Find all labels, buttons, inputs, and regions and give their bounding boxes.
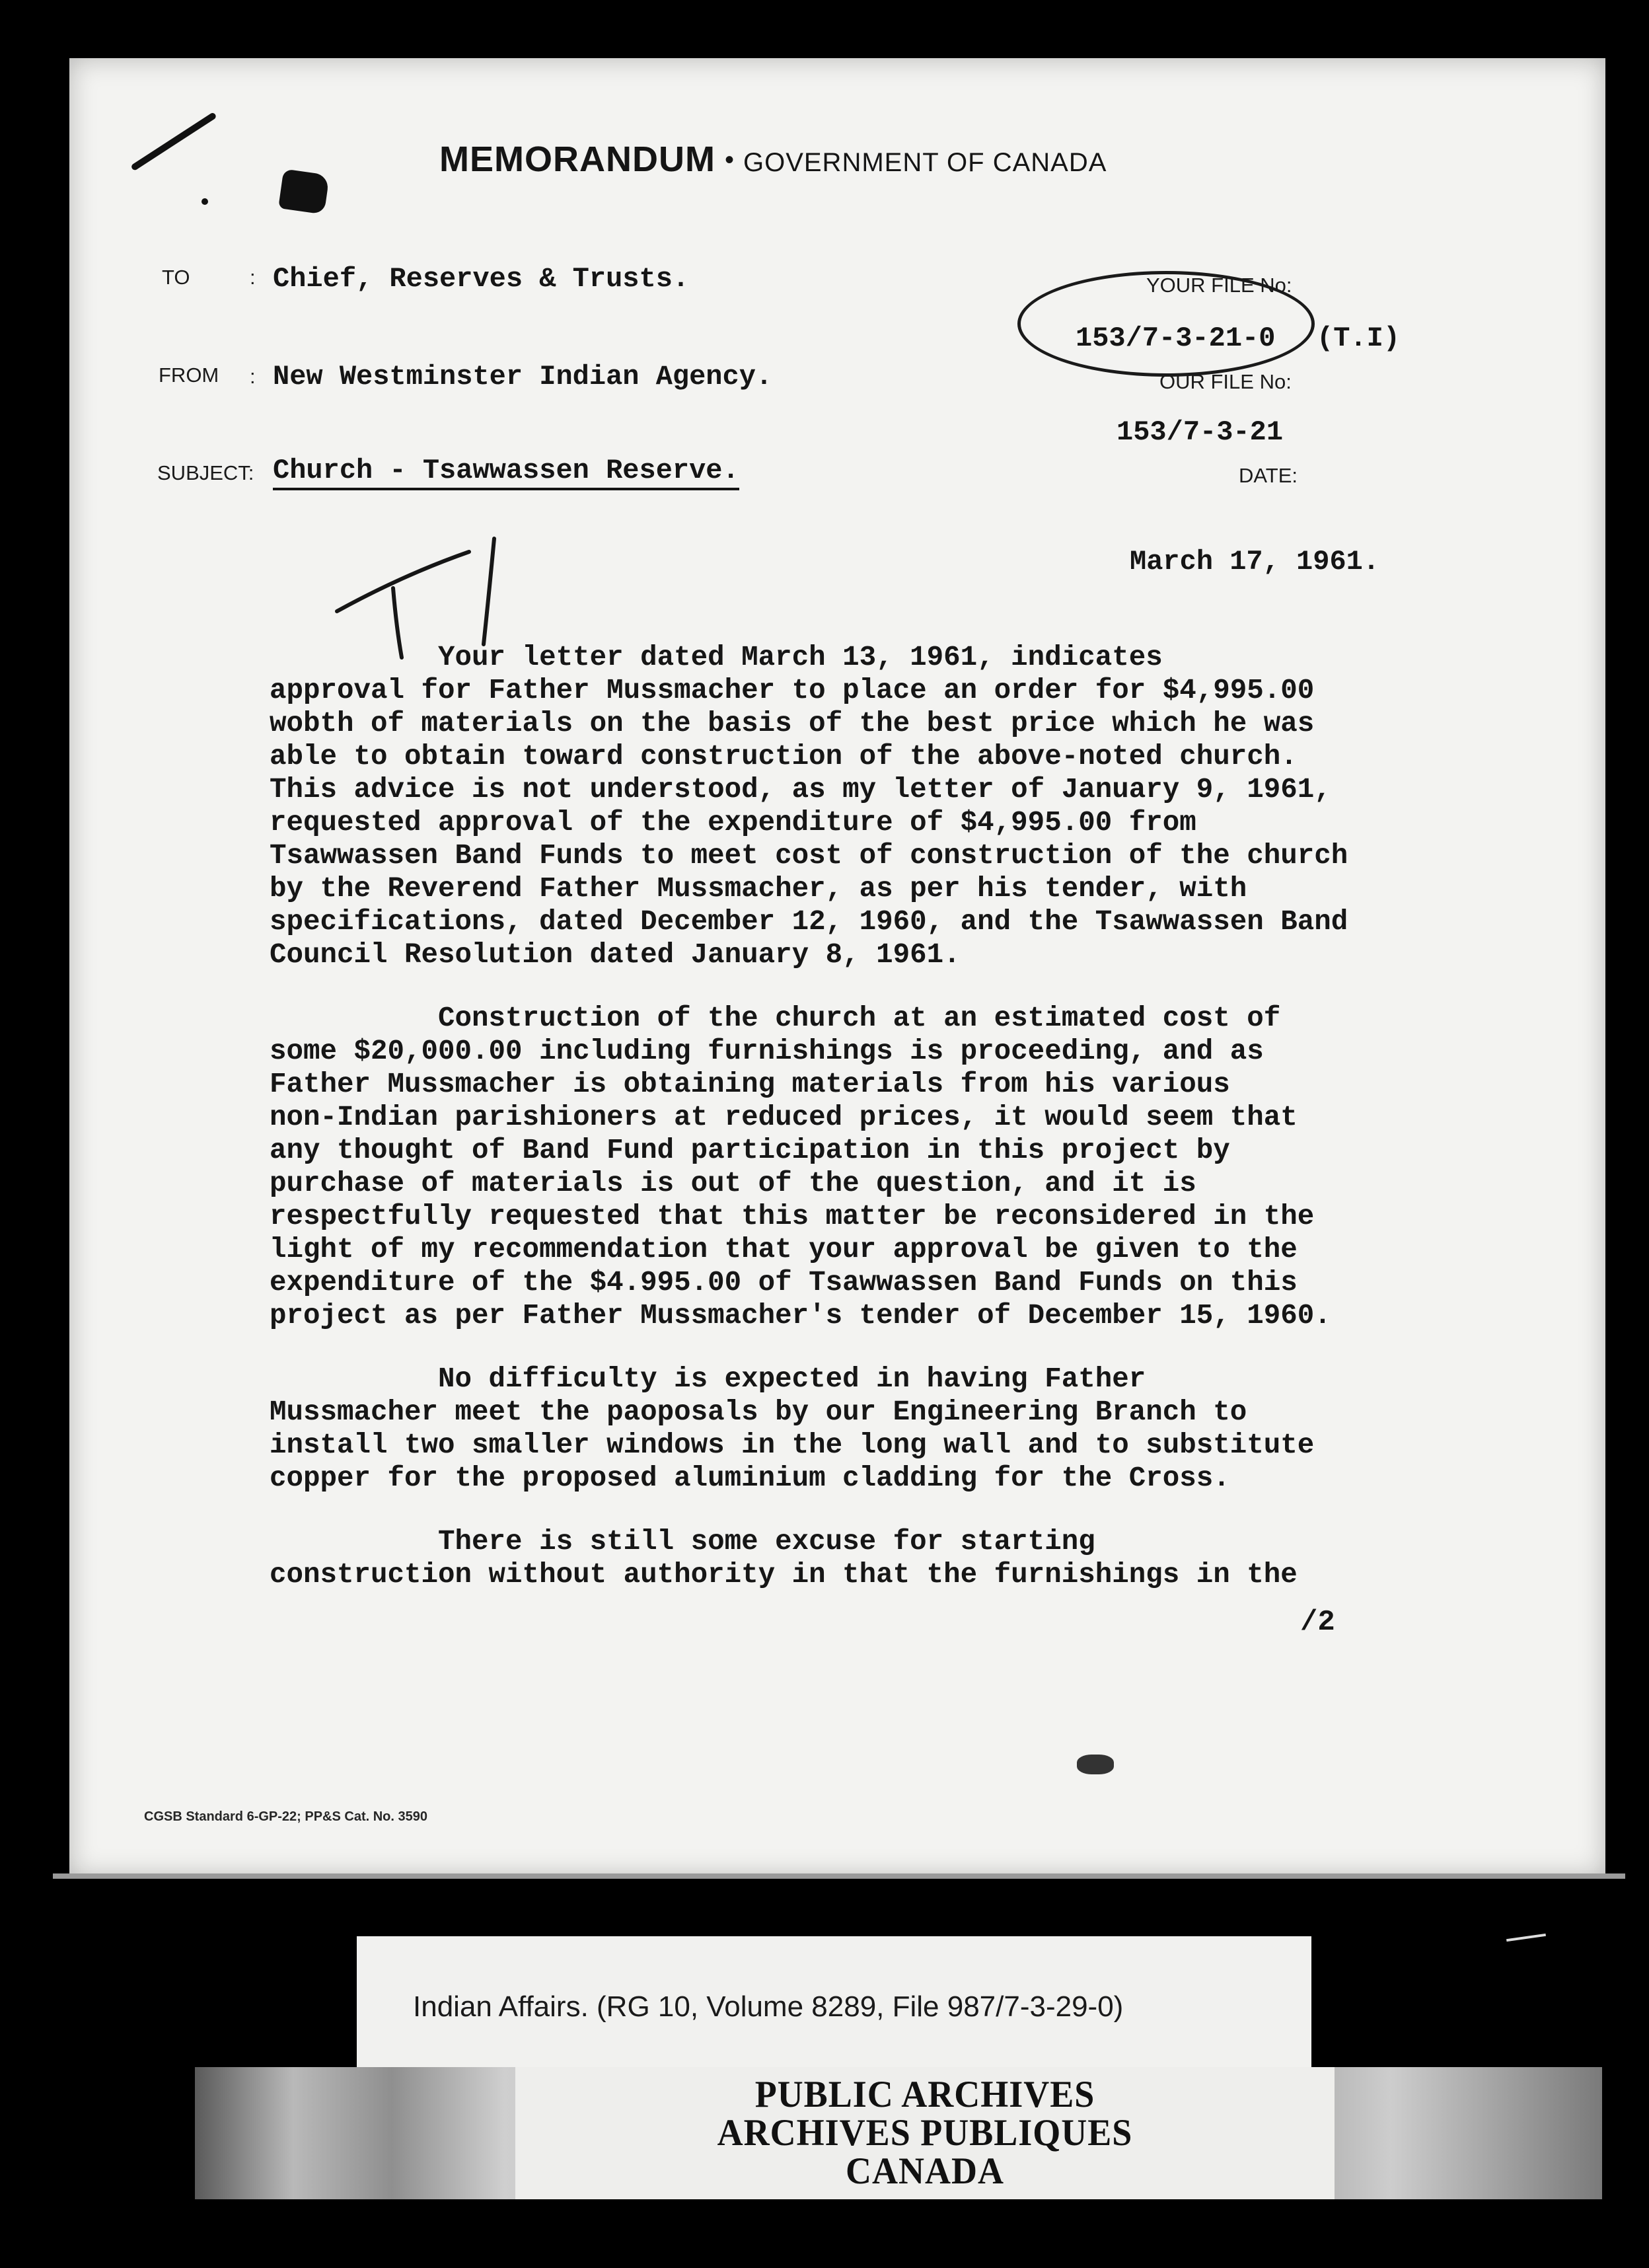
smudge-mark (1077, 1755, 1114, 1774)
date-label: DATE: (1239, 464, 1298, 487)
your-file-value: 153/7-3-21-0 (1076, 322, 1276, 354)
from-value: New Westminster Indian Agency. (273, 361, 773, 393)
public-archives-stamp (515, 2075, 1335, 2190)
body-paragraph-1: Your letter dated March 13, 1961, indicates approval for Father Mussmacher to place an order for $4,995.00 wobth of materials on the basis of the best price which he was able to obtain toward construction of the above-noted church. This advice is not understood, as my letter of January 9, 1961, requested approval of the expenditure of $4,995.00 from Tsawwassen Band Funds to meet cost of construction of the church by the Reverend Father Mussmacher, as per his tender, with specifications, dated December 12, 1960, and the Tsawwassen Band Council Resolution dated January 8, 1961. (270, 642, 1348, 971)
your-file-suffix: (T.I) (1317, 322, 1401, 354)
memo-title: MEMORANDUM (439, 139, 715, 179)
stamp-line-2: ARCHIVES PUBLIQUES (717, 2111, 1133, 2154)
date-value: March 17, 1961. (1130, 546, 1380, 578)
to-colon: : (250, 266, 256, 289)
ink-dot (202, 198, 208, 205)
next-page-reference: /2 (1300, 1606, 1335, 1639)
stamp-line-1: PUBLIC ARCHIVES (754, 2073, 1095, 2115)
to-value: Chief, Reserves & Trusts. (273, 263, 690, 295)
memo-body (270, 641, 1512, 1622)
memo-header (439, 139, 1107, 180)
your-file-label: YOUR FILE No: (1146, 274, 1292, 297)
header-bullet: • (724, 145, 734, 174)
government-name: GOVERNMENT OF CANADA (743, 148, 1107, 177)
paper-edge (53, 1873, 1625, 1879)
subject-value: Church - Tsawwassen Reserve. (273, 455, 739, 490)
archive-reference-text: Indian Affairs. (RG 10, Volume 8289, File 987/7-3-29-0) (413, 1990, 1124, 2023)
body-paragraph-2: Construction of the church at an estimated cost of some $20,000.00 including furnishings is proceeding, and as Father Mussmacher is obtaining materials from his various non-Indian parishioners at reduced prices, it would seem that any thought of Band Fund participation in this project by purchase of materials is out of the question, and it is respectfully requested that this matter be reconsidered in the light of my recommendation that your approval be given to the expenditure of the $4.995.00 of Tsawwassen Band Funds on this project as per Father Mussmacher's tender of December 15, 1960. (270, 1002, 1331, 1332)
from-colon: : (250, 365, 256, 388)
form-standard-line: CGSB Standard 6-GP-22; PP&S Cat. No. 3590 (144, 1809, 428, 1824)
body-paragraph-3: No difficulty is expected in having Father Mussmacher meet the paoposals by our Engineering Branch to install two smaller windows in the long wall and to substitute copper for the proposed aluminium cladding for the Cross. (270, 1363, 1315, 1494)
subject-label: SUBJECT: (157, 461, 254, 484)
body-paragraph-4: There is still some excuse for starting construction without authority in that the furnishings in the (270, 1526, 1298, 1591)
our-file-label: OUR FILE No: (1159, 370, 1292, 393)
our-file-value: 153/7-3-21 (1117, 416, 1284, 448)
from-label: FROM (159, 363, 219, 387)
ink-blot (278, 169, 330, 214)
stamp-line-3: CANADA (846, 2150, 1004, 2192)
to-label: TO (162, 266, 190, 289)
scratch-mark (1506, 1934, 1546, 1942)
